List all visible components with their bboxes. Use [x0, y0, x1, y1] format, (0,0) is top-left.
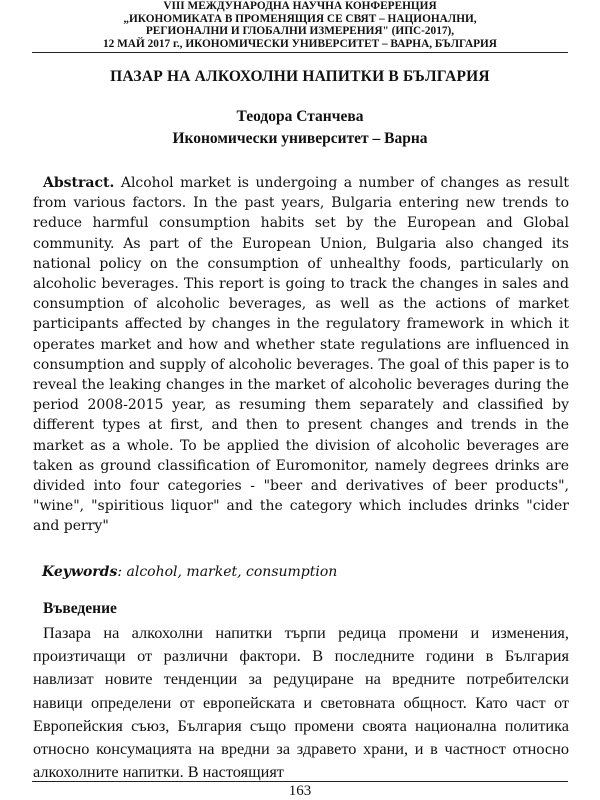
- author-affiliation: Икономически университет – Варна: [172, 130, 428, 147]
- author-name: Теодора Станчева: [236, 108, 364, 125]
- header-line: VIII МЕЖДУНАРОДНА НАУЧНА КОНФЕРЕНЦИЯ: [163, 0, 437, 12]
- keywords-text: : alcohol, market, consumption: [117, 564, 338, 580]
- keywords-line: [42, 564, 562, 580]
- paper-title: ПАЗАР НА АЛКОХОЛНИ НАПИТКИ В БЪЛГАРИЯ: [110, 68, 490, 85]
- section-heading-introduction: Въведение: [43, 600, 117, 617]
- keywords-label: Keywords: [42, 564, 118, 580]
- abstract-text: Alcohol market is undergoing a number of changes as result from various factors. In the past years, Bulgaria entering new trends to reduce harmful consumption habits set by the European and Global community. As part of the European Union, Bulgaria also changed its national policy on the consumption of unhealthy foods, particularly on alcoholic beverages. This report is going to track the changes in sales and consumption of alcoholic beverages, as well as the actions of market participants affected by changes in the regulatory framework in which it operates market and how and whether state regulations are influenced in consumption and supply of alcoholic beverages. The goal of this paper is to reveal the leaking changes in the market of alcoholic beverages during the period 2008-2015 year, as resuming them separately and classified by different types at first, and then to present changes and trends in the market as a whole. To be applied the division of alcoholic beverages are taken as ground classification of Euromonitor, namely degrees drinks are divided into four categories - "beer and derivatives of beer products", "wine", "spiritious liquor" and the category which includes drinks "cider and perry": [33, 175, 569, 535]
- header-line: „ИКОНОМИКАТА В ПРОМЕНЯЩИЯ СЕ СВЯТ – НАЦИОНАЛНИ,: [123, 12, 477, 25]
- abstract-label: Abstract.: [43, 175, 115, 191]
- header-divider: [32, 52, 568, 53]
- conference-header: [30, 0, 570, 50]
- introduction-text: Пазара на алкохолни напитки търпи редица промени и изменения, произтичащи от различни фактори. В последните години в България навлизат новите тенденции за редуциране на вредните потребителски навици определени от европейската и световната общност. Като част от Европейския съюз, България също промени своята национална политика относно консумацията на вредни за здравето храни, и в частност относно алкохолните напитки. В настоящият: [33, 623, 569, 782]
- introduction-paragraph: [33, 621, 569, 783]
- abstract-paragraph: [33, 173, 569, 537]
- header-line: 12 МАЙ 2017 г., ИКОНОМИЧЕСКИ УНИВЕРСИТЕТ – ВАРНА, БЪЛГАРИЯ: [103, 37, 497, 50]
- footer-divider: [32, 781, 568, 782]
- header-line: РЕГИОНАЛНИ И ГЛОБАЛНИ ИЗМЕРЕНИЯ" (ИПС-2017),: [145, 25, 455, 38]
- page-number: 163: [288, 783, 312, 799]
